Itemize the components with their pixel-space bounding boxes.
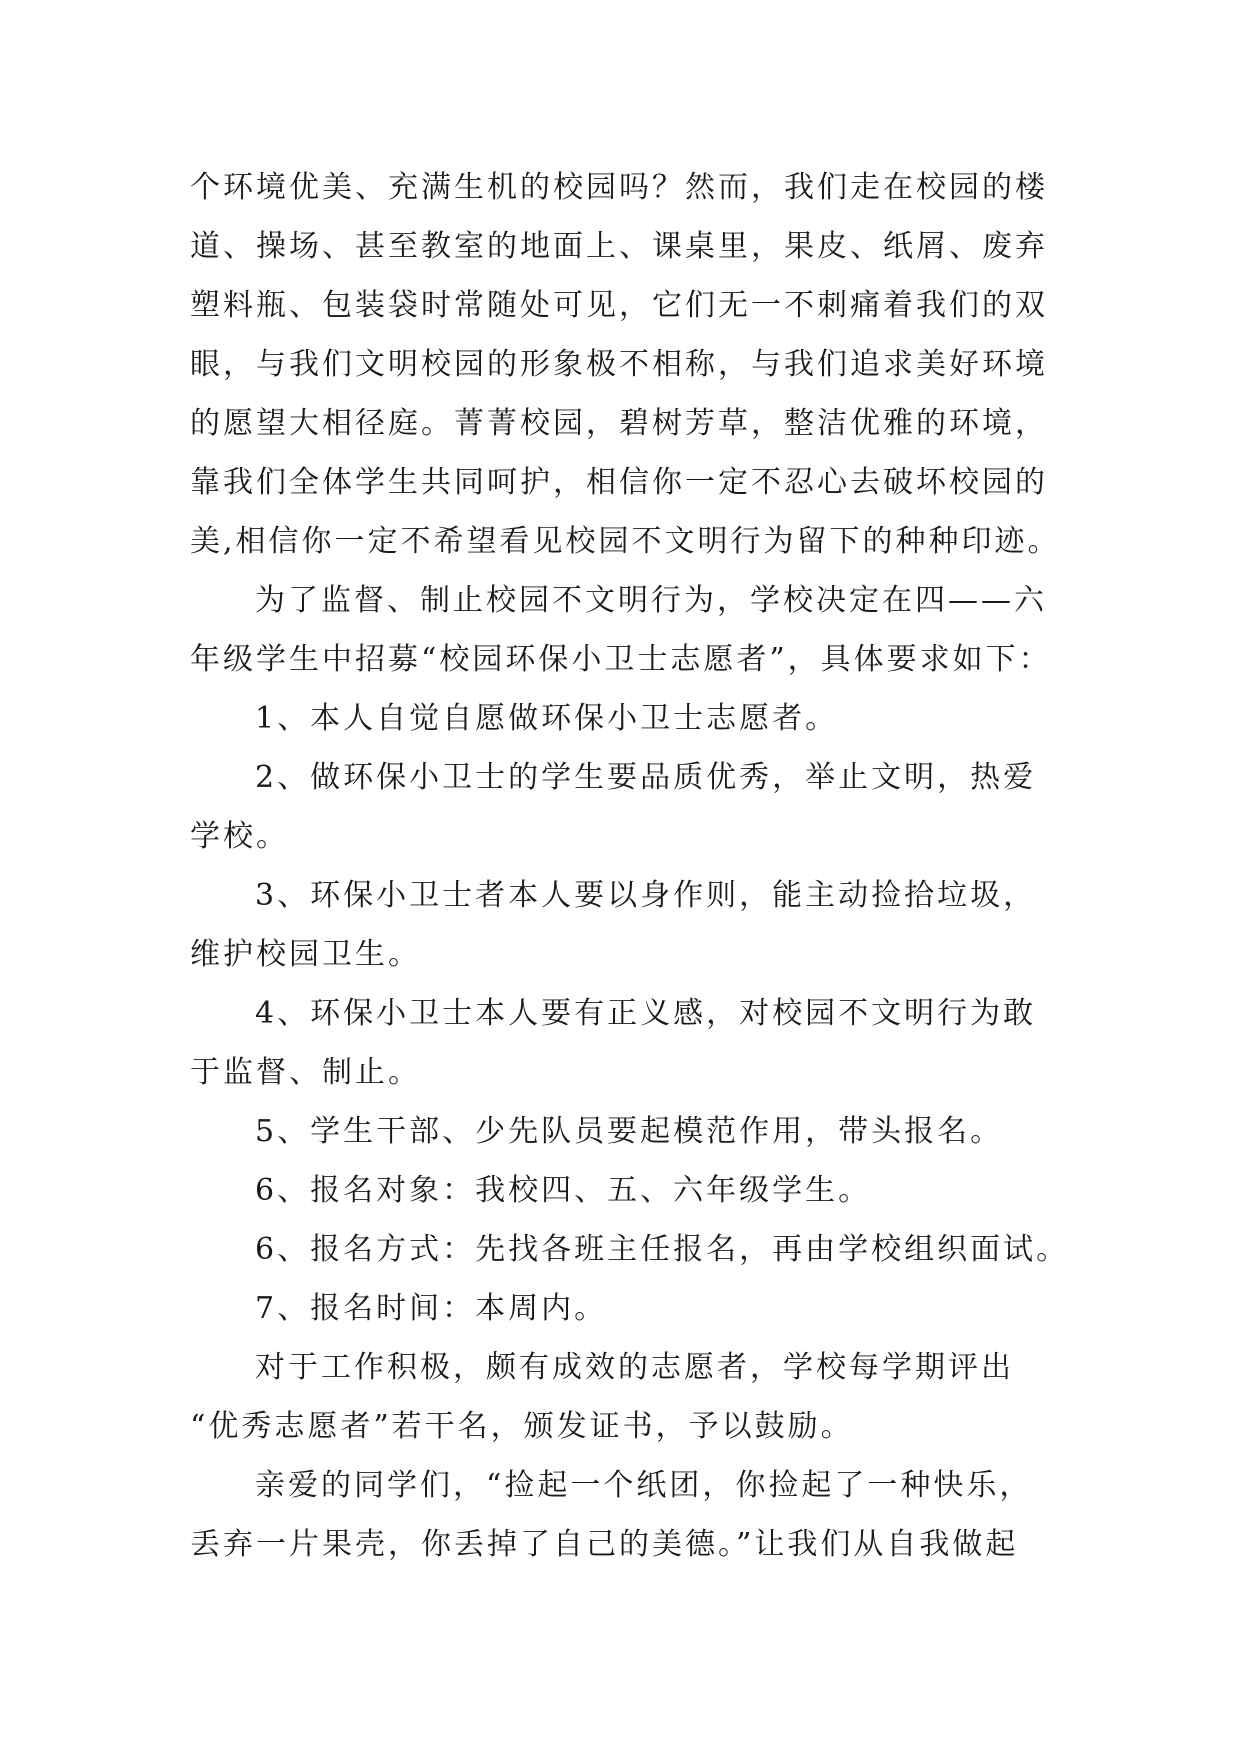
requirement-item: 5、学生干部、少先队员要起模范作用，带头报名。	[255, 1114, 1004, 1149]
text-line: 丢弃一片果壳，你丢掉了自己的美德。”让我们从自我做起	[190, 1527, 1019, 1562]
text-line: 靠我们全体学生共同呵护，相信你一定不忍心去破坏校园的	[190, 465, 1048, 500]
text-line: 学校。	[190, 819, 289, 854]
requirement-item: 6、报名方式：先找各班主任报名，再由学校组织面试。	[255, 1232, 1070, 1267]
requirement-item: 2、做环保小卫士的学生要品质优秀，举止文明，热爱	[255, 760, 1037, 795]
document-body	[190, 158, 1070, 1574]
text-line: 维护校园卫生。	[190, 937, 421, 972]
text-line: “优秀志愿者”若干名，颁发证书，予以鼓励。	[190, 1409, 854, 1444]
text-line: 塑料瓶、包装袋时常随处可见，它们无一不刺痛着我们的双	[190, 288, 1048, 323]
paragraph-start-line: 对于工作积极，颇有成效的志愿者，学校每学期评出	[255, 1350, 1014, 1385]
paragraph-start-line: 亲爱的同学们，“捡起一个纸团，你捡起了一种快乐，	[255, 1468, 1033, 1503]
requirement-item: 7、报名时间：本周内。	[255, 1291, 608, 1326]
text-line: 年级学生中招募“校园环保小卫士志愿者”，具体要求如下：	[190, 642, 1052, 677]
requirement-item: 1、本人自觉自愿做环保小卫士志愿者。	[255, 701, 839, 736]
text-line: 个环境优美、充满生机的校园吗？然而，我们走在校园的楼	[190, 170, 1048, 205]
text-line: 道、操场、甚至教室的地面上、课桌里，果皮、纸屑、废弃	[190, 229, 1048, 264]
text-line: 的愿望大相径庭。菁菁校园，碧树芳草，整洁优雅的环境，	[190, 406, 1048, 441]
requirement-item: 4、环保小卫士本人要有正义感，对校园不文明行为敢	[255, 996, 1037, 1031]
requirement-item: 6、报名对象：我校四、五、六年级学生。	[255, 1173, 872, 1208]
text-line: 眼，与我们文明校园的形象极不相称，与我们追求美好环境	[190, 347, 1048, 382]
requirement-item: 3、环保小卫士者本人要以身作则，能主动捡拾垃圾，	[255, 878, 1037, 913]
text-line: 于监督、制止。	[190, 1055, 421, 1090]
text-line: 美,相信你一定不希望看见校园不文明行为留下的种种印迹。	[190, 524, 1061, 559]
paragraph-start-line: 为了监督、制止校园不文明行为，学校决定在四——六	[255, 583, 1047, 618]
